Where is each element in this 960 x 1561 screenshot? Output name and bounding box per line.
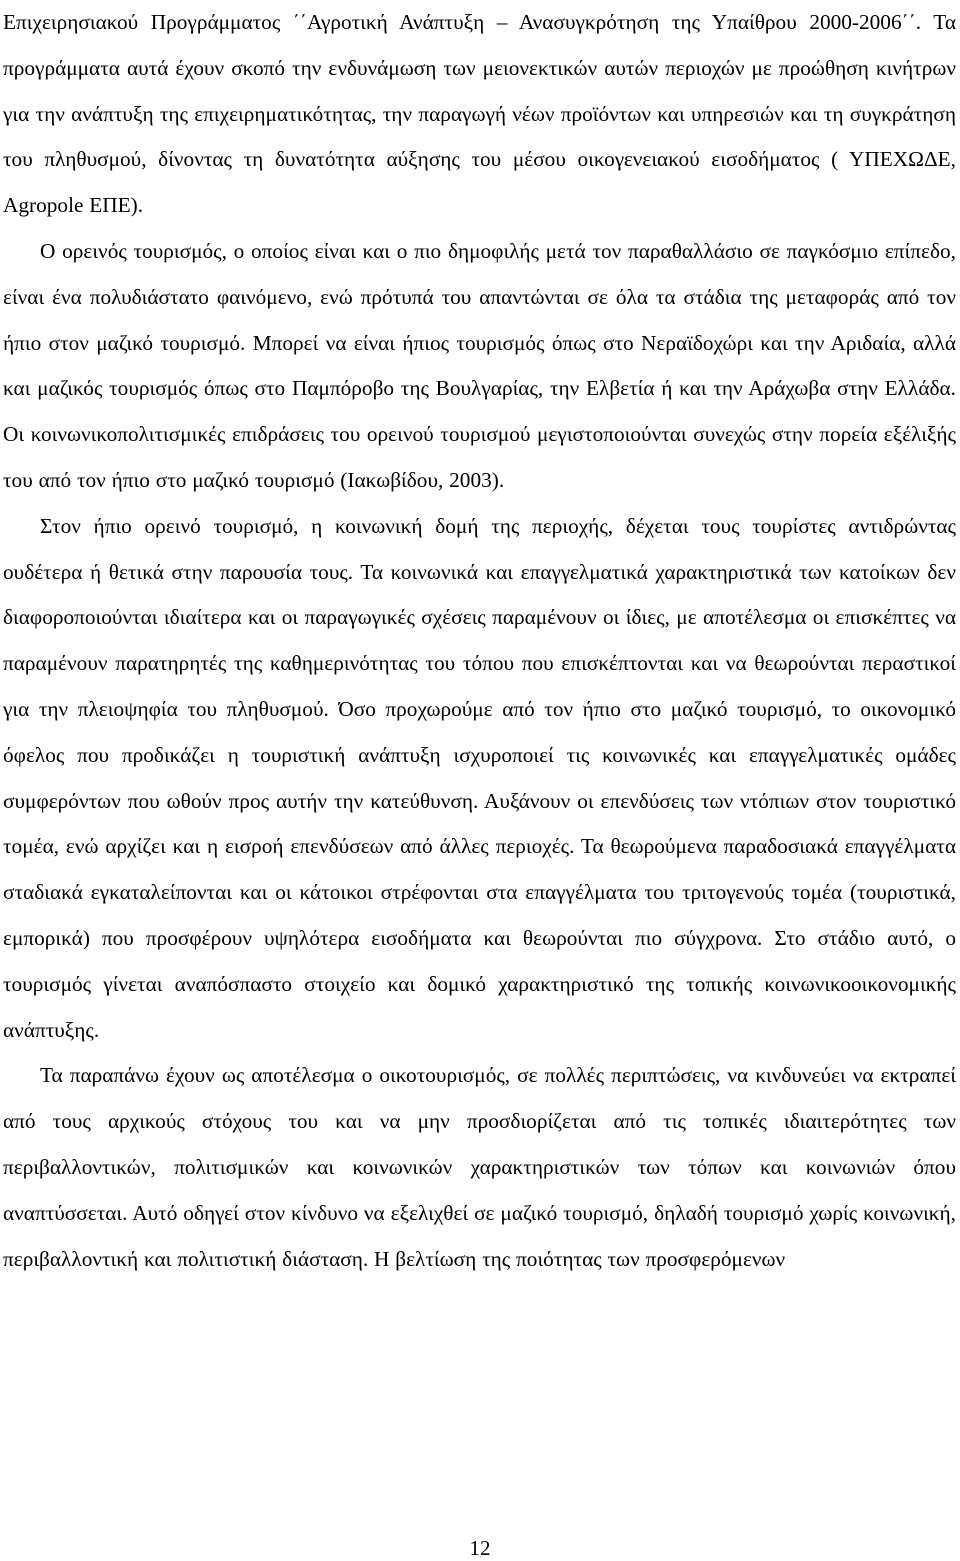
page-number: 12 <box>469 1536 491 1560</box>
paragraph-continued: Επιχειρησιακού Προγράμματος ΄΄Αγροτική Ανάπτυξη – Ανασυγκρότηση της Υπαίθρου 2000-2006΄΄. Τα προγράμματα αυτά έχουν σκοπό την ενδυνάμωση των μειονεκτικών αυτών περιοχών με προώθηση κινήτρων για την ανάπτυξη της επιχειρηματικότητας, την παραγωγή νέων προϊόντων και υπηρεσιών και τη συγκράτηση του πληθυσμού, δίνοντας τη δυνατότητα αύξησης του μέσου οικογενειακού εισοδήματος ( ΥΠΕΧΩΔΕ, Agropole ΕΠΕ). <box>3 10 956 218</box>
paragraph-mild-tourism: Στον ήπιο ορεινό τουρισμό, η κοινωνική δομή της περιοχής, δέχεται τους τουρίστες αντιδρώντας ουδέτερα ή θετικά στην παρουσία τους. Τα κοινωνικά και επαγγελματικά χαρακτηριστικά των κατοίκων δεν διαφοροποιούνται ιδιαίτερα και οι παραγωγικές σχέσεις παραμένουν οι ίδιες, με αποτέλεσμα οι επισκέπτες να παραμένουν παρατηρητές της καθημερινότητας του τόπου που επισκέπτονται και να θεωρούνται περαστικοί για την πλειοψηφία του πληθυσμού. Όσο προχωρούμε από τον ήπιο στο μαζικό τουρισμό, το οικονομικό όφελος που προδικάζει η τουριστική ανάπτυξη ισχυροποιεί τις κοινωνικές και επαγγελματικές ομάδες συμφερόντων που ωθούν προς αυτήν την κατεύθυνση. Αυξάνουν οι επενδύσεις των ντόπιων στον τουριστικό τομέα, ενώ αρχίζει και η εισροή επενδύσεων από άλλες περιοχές. Τα θεωρούμενα παραδοσιακά επαγγέλματα σταδιακά εγκαταλείπονται και οι κάτοικοι στρέφονται στα επαγγέλματα του τριτογενούς τομέα (τουριστικά, εμπορικά) που προσφέρουν υψηλότερα εισοδήματα και θεωρούνται πιο σύγχρονα. Στο στάδιο αυτό, ο τουρισμός γίνεται αναπόσπαστο στοιχείο και δομικό χαρακτηριστικό της τοπικής κοινωνικοοικονομικής ανάπτυξης. <box>3 513 956 1042</box>
paragraph-mountain-tourism: Ο ορεινός τουρισμός, ο οποίος είναι και ο πιο δημοφιλής μετά τον παραθαλλάσιο σε παγκόσμιο επίπεδο, είναι ένα πολυδιάστατο φαινόμενο, ενώ πρότυπά του απαντώνται σε όλα τα στάδια της μεταφοράς από τον ήπιο στον μαζικό τουρισμό. Μπορεί να είναι ήπιος τουρισμός όπως στο Νεραϊδοχώρι και την Αριδαία, αλλά και μαζικός τουρισμός όπως στο Παμπόροβο της Βουλγαρίας, την Ελβετία ή και την Αράχωβα στην Ελλάδα. Οι κοινωνικοπολιτισμικές επιδράσεις του ορεινού τουρισμού μεγιστοποιούνται συνεχώς στην πορεία εξέλιξής του από τον ήπιο στο μαζικό τουρισμό (Ιακωβίδου, 2003). <box>3 238 956 492</box>
document-body <box>3 0 956 1282</box>
paragraph-ecotourism: Τα παραπάνω έχουν ως αποτέλεσμα ο οικοτουρισμός, σε πολλές περιπτώσεις, να κινδυνεύει να εκτραπεί από τους αρχικούς στόχους του και να μην προσδιορίζεται από τις τοπικές ιδιαιτερότητες των περιβαλλοντικών, πολιτισμικών και κοινωνικών χαρακτηριστικών των τόπων και κοινωνιών όπου αναπτύσσεται. Αυτό οδηγεί στον κίνδυνο να εξελιχθεί σε μαζικό τουρισμό, δηλαδή τουρισμό χωρίς κοινωνική, περιβαλλοντική και πολιτιστική διάσταση. Η βελτίωση της ποιότητας των προσφερόμενων <box>3 1063 956 1271</box>
